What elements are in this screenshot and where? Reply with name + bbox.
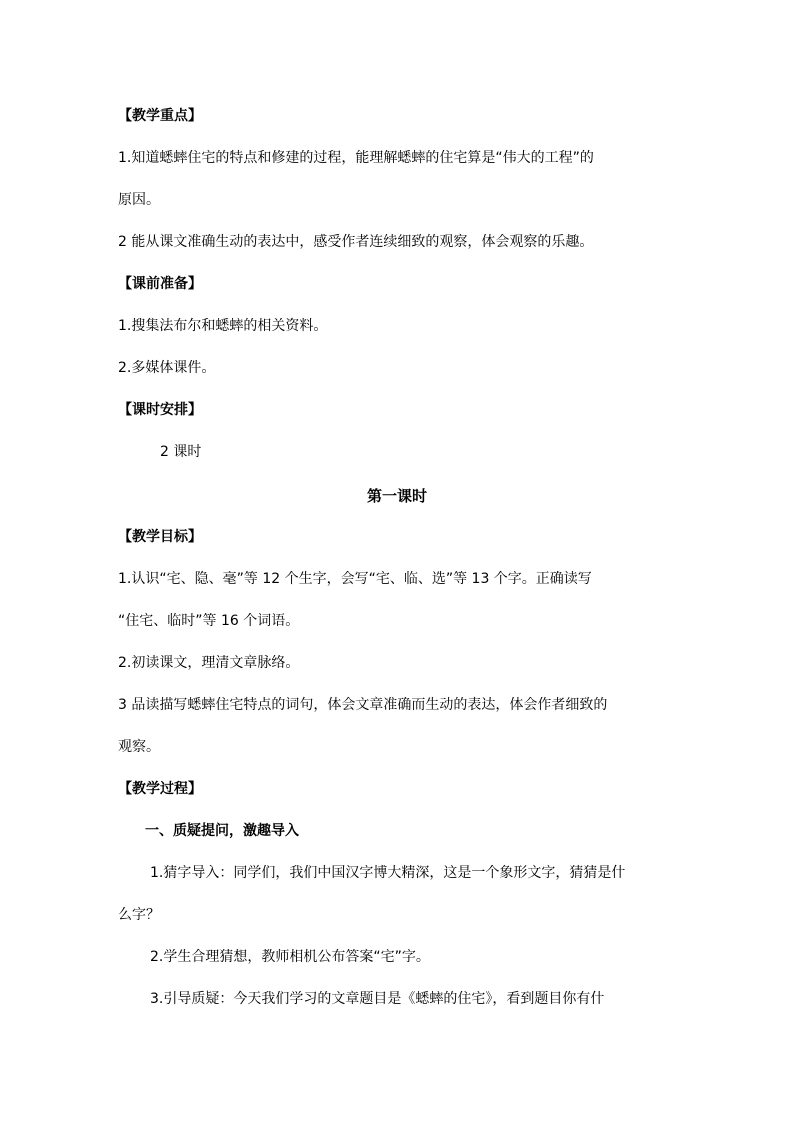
key-points-heading: 【教学重点】 (118, 108, 202, 124)
process-heading: 【教学过程】 (118, 781, 202, 797)
lesson-title: 第一课时 (366, 487, 427, 505)
schedule-value: 2 课时 (160, 444, 202, 460)
prep-item-2: 2.多媒体课件。 (118, 360, 216, 376)
goal-3-line-1: 3 品读描写蟋蟀住宅特点的词句，体会文章准确而生动的表达，体会作者细致的 (118, 697, 608, 713)
goal-3-line-2: 观察。 (118, 739, 160, 755)
key-point-1-line-1: 1.知道蟋蟀住宅的特点和修建的过程，能理解蟋蟀的住宅算是“伟大的工程”的 (118, 150, 594, 166)
key-point-2: 2 能从课文准确生动的表达中，感受作者连续细致的观察，体会观察的乐趣。 (118, 234, 594, 250)
schedule-heading: 【课时安排】 (118, 402, 202, 418)
process-part-1: 一、质疑提问，激趣导入 (145, 823, 299, 839)
goal-2: 2.初读课文，理清文章脉络。 (118, 655, 300, 671)
step-2: 2.学生合理猜想，教师相机公布答案“宅”字。 (150, 949, 430, 965)
step-1-line-2: 么字？ (118, 907, 160, 923)
key-point-1-line-2: 原因。 (118, 192, 160, 208)
step-1-line-1: 1.猜字导入：同学们，我们中国汉字博大精深，这是一个象形文字，猜猜是什 (150, 865, 626, 881)
goal-1-line-1: 1.认识“宅、隐、毫”等 12 个生字，会写“宅、临、选”等 13 个字。正确读写 (118, 571, 592, 587)
step-3: 3.引导质疑：今天我们学习的文章题目是《蟋蟀的住宅》，看到题目你有什 (150, 991, 605, 1007)
goal-1-line-2: “住宅、临时”等 16 个词语。 (118, 613, 300, 629)
prep-heading: 【课前准备】 (118, 276, 202, 292)
goals-heading: 【教学目标】 (118, 529, 202, 545)
prep-item-1: 1.搜集法布尔和蟋蟀的相关资料。 (118, 318, 328, 334)
